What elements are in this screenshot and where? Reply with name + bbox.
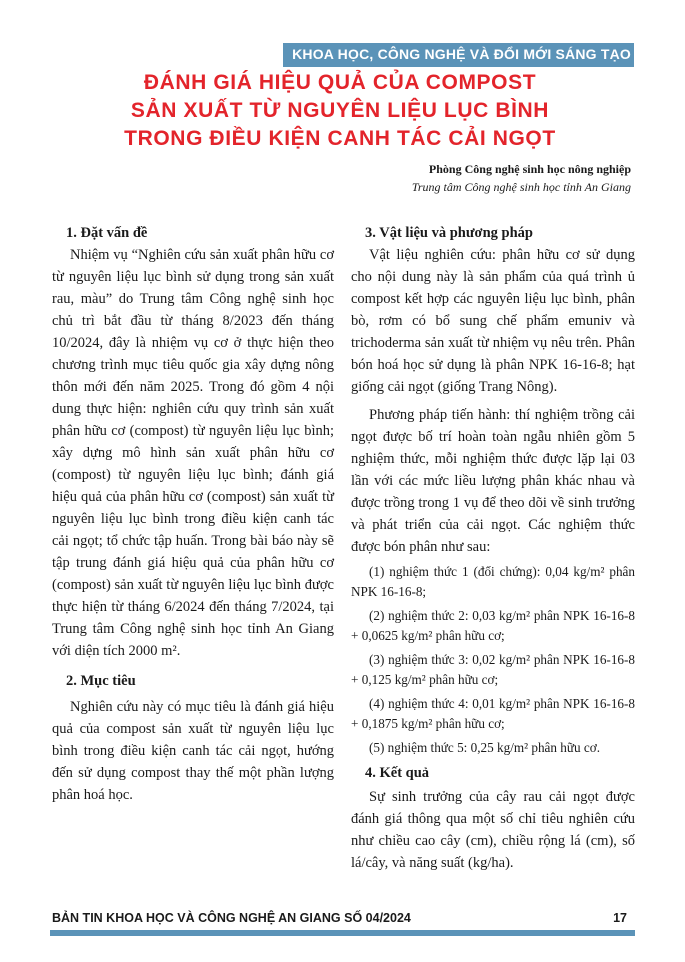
section-heading-intro: 1. Đặt vấn đề: [66, 225, 148, 241]
objective-paragraph: Nghiên cứu này có mục tiêu là đánh giá hiệu quả của compost sản xuất từ nguyên liệu lục bình trong điều kiện canh tác cải ngọt, hướng đến sử dụng compost thay thế một phần lượng phân hoá học.: [52, 699, 334, 803]
page-number: 17: [613, 911, 627, 925]
treatment-item: (2) nghiệm thức 2: 0,03 kg/m² phân NPK 16-16-8 + 0,0625 kg/m² phân hữu cơ;: [351, 608, 635, 643]
treatment-item: (1) nghiệm thức 1 (đối chứng): 0,04 kg/m² phân NPK 16-16-8;: [351, 564, 635, 599]
article-title-line-1: ĐÁNH GIÁ HIỆU QUẢ CỦA COMPOST: [143, 71, 537, 94]
materials-paragraph: Vật liệu nghiên cứu: phân hữu cơ sử dụng cho nội dung này là sản phẩm của quá trình ủ compost kết hợp các nguyên liệu lục bình, phân bò, rơm có bổ sung chế phẩm emuniv và trichoderma sản xuất từ nhiệm vụ nêu trên. Phân bón hoá học sử dụng là phân NPK 16-16-8; hạt giống cải ngọt (giống Trang Nông).: [351, 247, 635, 395]
treatment-item: (4) nghiệm thức 4: 0,01 kg/m² phân NPK 16-16-8 + 0,1875 kg/m² phân hữu cơ;: [351, 696, 635, 731]
results-paragraph: Sự sinh trưởng của cây rau cải ngọt được đánh giá thông qua một số chỉ tiêu nghiên cứu như chiều cao cây (cm), chiều rộng lá (cm), số lá/cây, và năng suất (kg/ha).: [351, 789, 635, 871]
left-column: [52, 222, 334, 806]
right-column: [351, 222, 635, 874]
method-paragraph: Phương pháp tiến hành: thí nghiệm trồng cải ngọt được bố trí hoàn toàn ngẫu nhiên gồm 5 nghiệm thức, mỗi nghiệm thức được lặp lại 03 lần với các mức liều lượng phân khác nhau và được trồng trong 1 vụ để theo dõi về sinh trưởng và phát triển của cải ngọt. Các nghiệm thức được bón phân như sau:: [351, 407, 635, 555]
footer-bar: [50, 930, 635, 936]
section-heading-objective: 2. Mục tiêu: [66, 673, 136, 689]
article-title-line-3: TRONG ĐIỀU KIỆN CANH TÁC CẢI NGỌT: [124, 127, 556, 150]
intro-paragraph: Nhiệm vụ “Nghiên cứu sản xuất phân hữu cơ từ nguyên liệu lục bình sử dụng trong sản xuất rau, màu” do Trung tâm Công nghệ sinh học chủ trì bắt đầu từ tháng 8/2023 đến tháng 10/2024, đây là nhiệm vụ cơ ở thực hiện theo chương trình mục tiêu quốc gia xây dựng nông thôn mới đến năm 2025. Trong đó gồm 4 nội dung thực hiện: nghiên cứu quy trình sản xuất phân hữu cơ (compost) từ nguyên liệu lục bình; xây dựng mô hình sản xuất phân hữu cơ (compost) từ nguyên liệu lục bình; đánh giá hiệu quả của phân hữu cơ (compost) sản xuất từ nguyên liệu lục bình trong điều kiện canh tác cải ngọt; tổ chức tập huấn. Trong bài báo này sẽ tập trung đánh giá hiệu quả của phân hữu cơ (compost) sản xuất từ nguyên liệu lục bình được thực hiện từ tháng 6/2024 đến tháng 7/2024, tại Trung tâm Công nghệ sinh học tỉnh An Giang với diện tích 2000 m².: [52, 247, 334, 659]
article-organization: Trung tâm Công nghệ sinh học tỉnh An Giang: [411, 180, 631, 194]
section-heading-methods: 3. Vật liệu và phương pháp: [365, 225, 533, 241]
treatment-item: (5) nghiệm thức 5: 0,25 kg/m² phân hữu cơ.: [369, 740, 601, 755]
section-heading-results: 4. Kết quả: [365, 765, 430, 781]
article-author: Phòng Công nghệ sinh học nông nghiệp: [428, 162, 631, 176]
article-title-line-2: SẢN XUẤT TỪ NGUYÊN LIỆU LỤC BÌNH: [130, 99, 550, 122]
footer-publication: BẢN TIN KHOA HỌC VÀ CÔNG NGHỆ AN GIANG SỐ 04/2024: [52, 911, 411, 925]
section-banner-label: KHOA HỌC, CÔNG NGHỆ VÀ ĐỔI MỚI SÁNG TẠO: [292, 46, 631, 62]
treatment-item: (3) nghiệm thức 3: 0,02 kg/m² phân NPK 16-16-8 + 0,125 kg/m² phân hữu cơ;: [351, 652, 635, 687]
